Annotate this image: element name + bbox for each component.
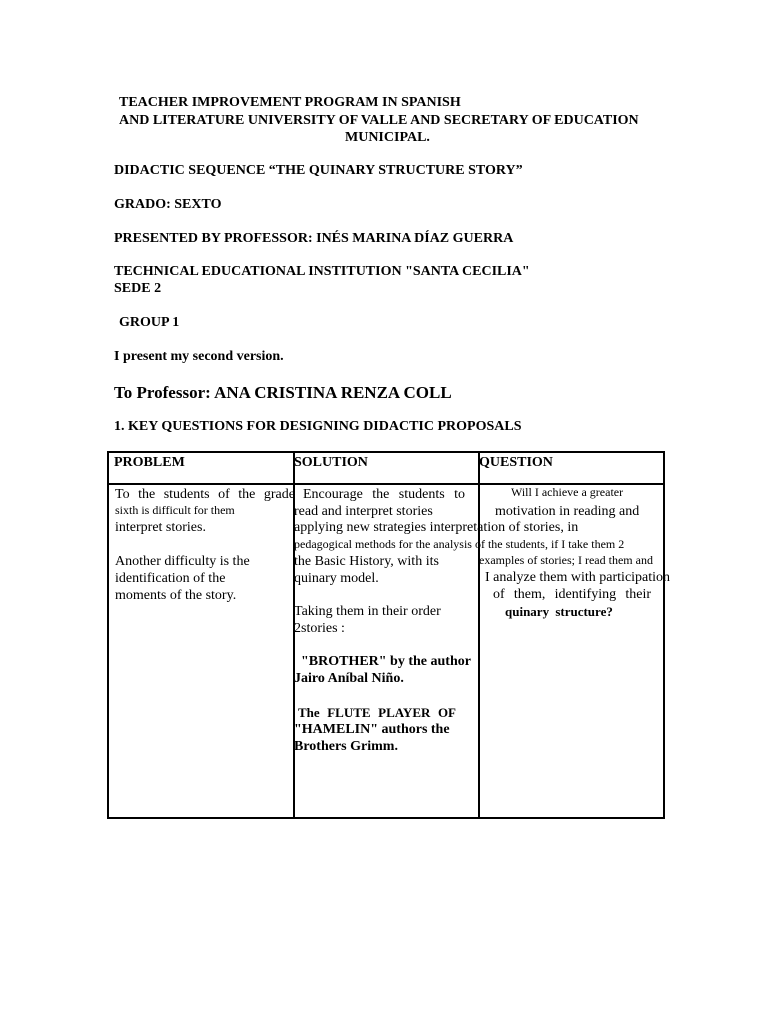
solution-line: Encourage the students to <box>303 487 465 502</box>
header-line-1: TEACHER IMPROVEMENT PROGRAM IN SPANISH <box>119 95 461 110</box>
solution-line: the Basic History, with its <box>294 554 439 569</box>
solution-story-2-author: Brothers Grimm. <box>294 739 398 754</box>
header-question: QUESTION <box>479 455 553 470</box>
question-line: of them, identifying their <box>493 587 651 602</box>
column-divider-2 <box>478 453 480 817</box>
key-questions-table <box>107 451 671 819</box>
header-solution: SOLUTION <box>294 455 368 470</box>
solution-story-2: The FLUTE PLAYER OF <box>298 705 456 720</box>
solution-story-2-title: "HAMELIN" authors the <box>294 722 450 737</box>
solution-story-1: "BROTHER" by the author <box>301 654 471 669</box>
group-label: GROUP 1 <box>119 315 180 330</box>
sequence-title: DIDACTIC SEQUENCE “THE QUINARY STRUCTURE STORY” <box>114 163 523 178</box>
institution-line-2: SEDE 2 <box>114 281 162 296</box>
version-note: I present my second version. <box>114 349 284 364</box>
header-problem: PROBLEM <box>114 455 185 470</box>
presenter-label: PRESENTED BY PROFESSOR: INÉS MARINA DÍAZ GUERRA <box>114 231 514 246</box>
solution-line: applying new strategies interpretation of stories, in <box>294 520 579 535</box>
solution-line: 2stories : <box>294 621 345 636</box>
solution-story-1-author: Jairo Aníbal Niño. <box>294 671 404 686</box>
solution-line: pedagogical methods for the analysis of the students, if I take them 2 <box>294 537 625 551</box>
problem-line: interpret stories. <box>115 520 206 535</box>
solution-line: Taking them in their order <box>294 604 441 619</box>
header-line-3: MUNICIPAL. <box>345 130 430 145</box>
header-line-2: AND LITERATURE UNIVERSITY OF VALLE AND SECRETARY OF EDUCATION <box>119 113 639 128</box>
problem-line: identification of the <box>115 571 226 586</box>
problem-line: sixth is difficult for them <box>115 503 235 517</box>
question-line: motivation in reading and <box>495 504 640 519</box>
question-line: I analyze them with participation <box>485 570 671 585</box>
problem-line: moments of the story. <box>115 588 237 603</box>
section-title: 1. KEY QUESTIONS FOR DESIGNING DIDACTIC PROPOSALS <box>114 419 522 434</box>
question-line: examples of stories; I read them and <box>479 553 653 567</box>
problem-line: To the students of the grade <box>115 487 295 502</box>
problem-line: Another difficulty is the <box>115 554 250 569</box>
grade-label: GRADO: SEXTO <box>114 197 222 212</box>
question-line: quinary structure? <box>505 604 613 619</box>
institution-line-1: TECHNICAL EDUCATIONAL INSTITUTION "SANTA CECILIA" <box>114 264 530 279</box>
solution-line: read and interpret stories <box>294 504 433 519</box>
solution-line: quinary model. <box>294 571 379 586</box>
question-line: Will I achieve a greater <box>511 485 624 499</box>
to-professor: To Professor: ANA CRISTINA RENZA COLL <box>114 383 452 402</box>
